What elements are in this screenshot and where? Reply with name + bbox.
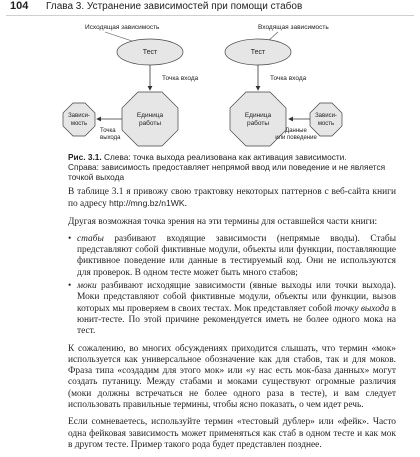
chapter-title: Глава 3. Устранение зависимостей при помощи стабов [46,1,303,12]
book-url-link[interactable]: http://mng.bz/n1WK [109,198,185,209]
left-dependency-octagon [63,103,95,136]
mocks-text-a: разбивают исходящие зависимости (явные выходы или точки выхода). Моки представляют собой фиктивные модули, объекты или функции, вызов которых мы проверяем в своих тестах. Мок представляет собой [77,281,396,314]
left-dependency-label-1: Зависи- [68,113,90,119]
right-unit-label-2: работы [246,120,270,127]
figure-caption [68,152,398,182]
left-unit-label-2: работы [138,120,162,127]
paragraph-4: Если сомневаетесь, используйте термин «тестовый дублер» или «фейк». Часто одна фейковая зависимость может применяться как стаб в одном тесте и как мок в другом тесте. Пример такого рода будет представлен позднее. [68,417,396,450]
right-top-label: Входящая зависимость [258,24,329,31]
terms-list [68,234,396,338]
page-number: 104 [10,0,29,12]
paragraph-1 [68,187,396,211]
left-entry-label: Точка входа [162,75,199,82]
mocks-term: моки [77,281,97,292]
stubs-text: разбивают входящие зависимости (непрямые вводы). Стабы представляют собой фиктивные модули, объекты или функции, поставляющие фиктивное поведение или данные в тестируемый код. Они не используются для проверок. В одном тесте может быть много стабов; [77,233,396,278]
left-unit-label-1: Единица [136,112,164,119]
paragraph-3: К сожалению, во многих обсуждениях приходится слышать, что термин «мок» используется как универсальное обозначение как для стабов, так и для моков. Фраза типа «создадим для этого мок» или «у нас есть мок-база данных» могут создать путаницу. Между стабами и моками существуют огромные различия (моки должны встречаться не более одного раза в тесте), и вам следует использовать правильные термины, чтобы ясно показать, о чем идет речь. [68,343,396,411]
right-dependency-label-2: мость [317,121,335,127]
page-header [6,0,414,16]
stubs-term: стабы [77,233,104,244]
list-item-stubs [68,234,396,279]
left-test-label: Тест [142,49,158,56]
paragraph-1-end: . [184,199,187,210]
right-diagram [225,24,342,146]
paragraph-2: Другая возможная точка зрения на эти термины для оставшейся части книги: [68,216,378,227]
left-top-label: Исходящая зависимость [85,24,160,31]
exit-point-term: точку выхода [334,303,390,314]
left-diagram [63,24,199,146]
list-item-mocks [68,281,396,337]
body-text [68,187,396,457]
left-exit-label-1: Точка [100,128,116,134]
right-unit-label-1: Единица [244,112,272,119]
caption-line-3: точкой выхода [68,172,125,182]
paragraph-1-text: В таблице 3.1 я привожу свою трактовку некоторых паттернов с веб-сайта книги по адресу [68,187,396,210]
right-dependency-label-1: Зависи- [315,113,337,119]
right-test-label: Тест [250,49,266,56]
left-exit-label-2: выхода [100,135,121,141]
caption-line-2: Справа: зависимость предоставляет непрямой ввод или поведение и не является [68,162,386,172]
right-data-label-1: Данные [285,128,307,134]
left-dependency-label-2: мость [70,121,88,127]
caption-line-1: Слева: точка выхода реализована как активация зависимости. [104,152,347,162]
left-unit-octagon [122,92,178,146]
dependency-figure [0,18,420,150]
caption-label: Рис. 3.1. [68,152,102,162]
right-entry-label: Точка входа [270,75,307,82]
mocks-text-b: в юнит-тесте. По этой причине рекомендуется иметь не более одного мока на тест. [77,303,397,337]
right-dependency-octagon [310,103,342,136]
right-data-label-2: или поведение [275,135,317,141]
